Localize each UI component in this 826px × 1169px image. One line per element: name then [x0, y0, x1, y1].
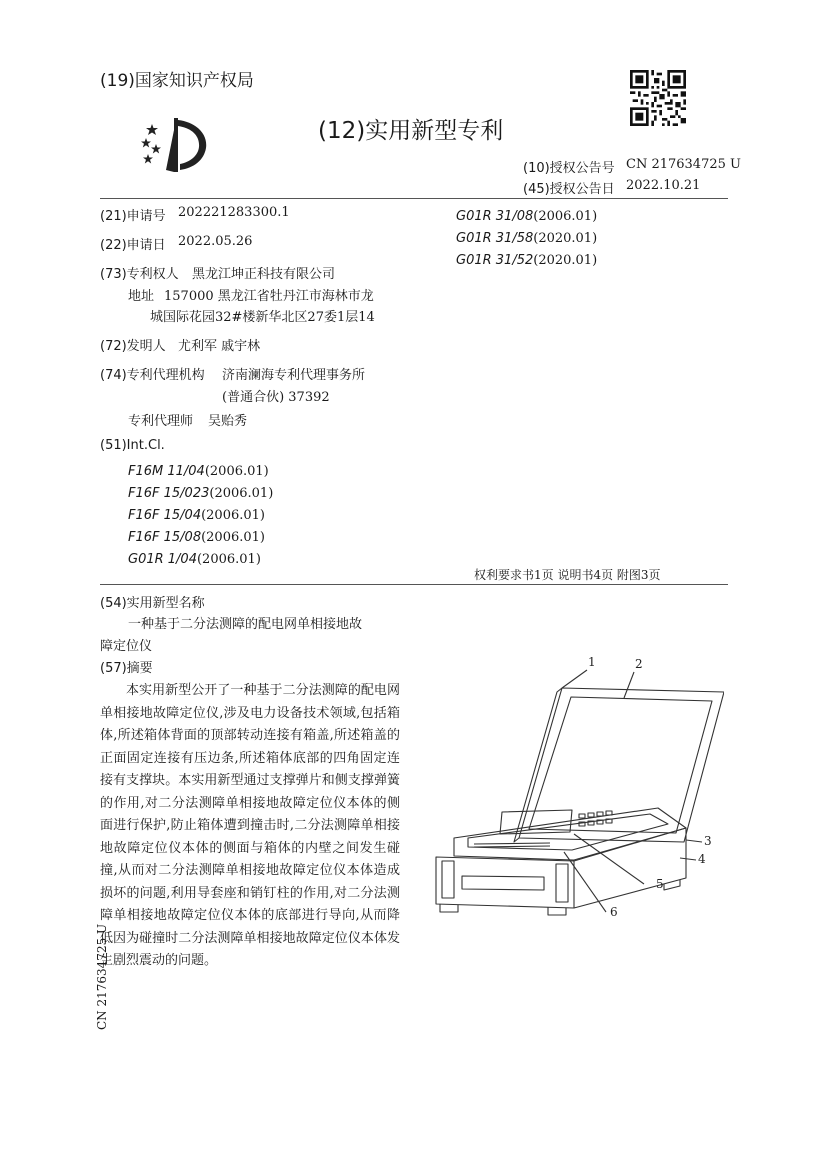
pub-date: 2022.10.21: [626, 178, 701, 193]
intcl-item: F16F 15/04(2006.01): [128, 508, 265, 523]
owner-label: (73)专利权人: [100, 267, 179, 282]
biblio-divider: [100, 584, 728, 585]
address-label: 地址: [128, 289, 155, 304]
device-drawing: [424, 652, 724, 932]
intcl-item: F16F 15/023(2006.01): [128, 486, 274, 501]
figure-label-1: 1: [588, 655, 596, 669]
page-counts: 权利要求书1页 说明书4页 附图3页: [474, 568, 661, 582]
intcl-item: F16M 11/04(2006.01): [128, 464, 269, 479]
agent: 吴贻秀: [208, 414, 248, 429]
inventor-label: (72)发明人: [100, 339, 166, 354]
utility-model-title-line-2: 障定位仪: [100, 639, 153, 654]
app-no-label: (21)申请号: [100, 209, 166, 224]
figure-label-5: 5: [656, 877, 664, 891]
app-date-label: (22)申请日: [100, 238, 166, 253]
office-name: (19)国家知识产权局: [100, 71, 254, 91]
address-line-2: 城国际花园32#楼新华北区27委1层14: [150, 310, 375, 325]
title-label: (54)实用新型名称: [100, 596, 205, 611]
qr-code-icon: [630, 70, 686, 126]
address-line-1: 157000 黑龙江省牡丹江市海林市龙: [164, 289, 374, 304]
pub-no-label: (10)授权公告号: [523, 161, 615, 176]
pub-date-label: (45)授权公告日: [523, 182, 615, 197]
figure-label-4: 4: [698, 852, 706, 866]
cnipa-logo-icon: [136, 110, 216, 176]
document-type: (12)实用新型专利: [318, 118, 504, 144]
figure-label-3: 3: [704, 834, 712, 848]
figure-label-6: 6: [610, 905, 618, 919]
side-publication-number: CN 217634725 U: [95, 923, 109, 1030]
intcl-right-item: G01R 31/58(2020.01): [456, 231, 598, 246]
abstract-text: 本实用新型公开了一种基于二分法测障的配电网单相接地故障定位仪,涉及电力设备技术领域,包括箱体,所述箱体背面的顶部转动连接有箱盖,所述箱盖的正面固定连接有压边条,所述箱体底部的四角固定连接有支撑块。本实用新型通过支撑弹片和侧支撑弹簧的作用,对二分法测障单相接地故障定位仪本体的侧面进行保护,防止箱体遭到撞击时,二分法测障单相接地故障定位仪本体的侧面与箱体的内壁之间发生碰撞,从而对二分法测障单相接地故障定位仪本体造成损坏的问题,利用导套座和销钉柱的作用,对二分法测障单相接地故障定位仪本体的底部进行导向,从而降低因为碰撞时二分法测障单相接地故障定位仪本体发生剧烈震动的问题。: [100, 683, 400, 968]
app-date: 2022.05.26: [178, 234, 253, 249]
owner: 黑龙江坤正科技有限公司: [192, 267, 336, 282]
agent-label: 专利代理师: [128, 414, 194, 429]
header-divider: [100, 198, 728, 199]
agency-line-1: 济南澜海专利代理事务所: [222, 368, 366, 383]
intcl-right-item: G01R 31/52(2020.01): [456, 253, 598, 268]
figure-label-2: 2: [635, 657, 643, 671]
intcl-item: G01R 1/04(2006.01): [128, 552, 261, 567]
abstract-label: (57)摘要: [100, 661, 153, 676]
agency-label: (74)专利代理机构: [100, 368, 205, 383]
agency-line-2: (普通合伙) 37392: [222, 390, 330, 405]
utility-model-title-line-1: 一种基于二分法测障的配电网单相接地故: [128, 617, 363, 632]
intcl-item: F16F 15/08(2006.01): [128, 530, 265, 545]
app-no: 202221283300.1: [178, 205, 290, 220]
inventors: 尤利军 戚宇林: [178, 339, 261, 354]
pub-no: CN 217634725 U: [626, 157, 741, 172]
intcl-label: (51)Int.Cl.: [100, 438, 165, 453]
intcl-right-item: G01R 31/08(2006.01): [456, 209, 598, 224]
